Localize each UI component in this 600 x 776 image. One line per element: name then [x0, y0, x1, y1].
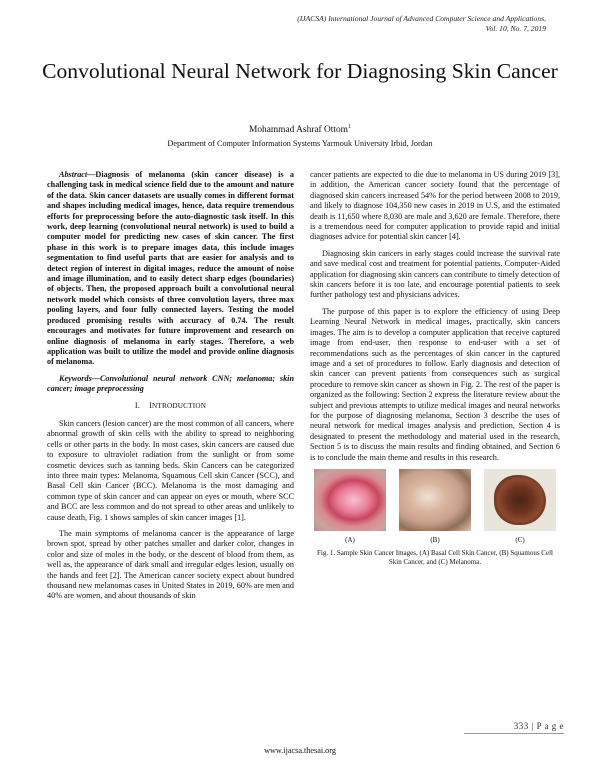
- journal-name: (IJACSA) International Journal of Advanced Computer Science and Applications,: [297, 14, 546, 23]
- journal-header: [126, 14, 546, 34]
- paper-title: Convolutional Neural Network for Diagnosing Skin Cancer: [42, 59, 558, 83]
- left-column: [47, 170, 294, 608]
- section-initial: I: [149, 400, 152, 410]
- paragraph: The main symptoms of melanoma cancer is the appearance of large brown spot, spread by other patches smaller and darker color, changes in color and size of moles in the body, or the descent of blood from them, as well as, the appearance of dark small and irregular edges lesion, usually on the hands and feet [2]. The American cancer society expect about hundred thousand new melanomas cases in United States in 2019, 60% are men and 40% are women, and about thousands of skin: [47, 529, 294, 601]
- mole-shape: [494, 475, 546, 525]
- paragraph: The purpose of this paper is to explore the efficiency of using Deep Learning Neural Network in medical images, practically, skin cancers images. The aim is to develop a computer application that receive captured image from end-user, then response to end-user with a set of recommendations such as the percentages of skin cancer in the captured image and a set of procedures to follow. Early diagnosis and detection of skin cancer can prevent patients from consequences such as surgical procedure to remove skin cancer as shown in Fig. 2. The rest of the paper is organized as the following: Section 2 express the literature review about the subject and previous attempts to utilize medical images and neural networks for the purpose of diagnosing melanoma, Section 3 describe the uses of neural network for medical images analysis and prediction, Section 4 is designated to present the methodology and material used in the research, Section 5 is to discuss the main results and finding obtained, and Section 6 is to conclude the main theme and results in this research.: [310, 306, 560, 462]
- basal-cell-image: [314, 469, 386, 531]
- right-column: [310, 170, 560, 567]
- journal-volume: Vol. 10, No. 7, 2019: [485, 24, 546, 33]
- section-numeral: I.: [134, 400, 141, 410]
- section-heading-introduction: [47, 401, 294, 411]
- figure-label-b: (B): [430, 535, 440, 544]
- author-sup: 1: [347, 124, 351, 130]
- figure-1: [310, 469, 560, 547]
- author-name: Mohammad Ashraf Ottom: [249, 125, 348, 136]
- page-number: 333 | P a g e: [513, 721, 564, 731]
- footer-url: www.ijacsa.thesai.org: [264, 746, 336, 755]
- section-title-rest: NTRODUCTION: [152, 401, 207, 410]
- melanoma-image: [484, 469, 556, 531]
- paragraph: Diagnosing skin cancers in early stages could increase the survival rate and save medical cost and treatment for potential patients. Computer-Aided application for diagnosing skin cancers can contribute to timely detection of skin cancers before it is too late, and encourage potential patients to seek further pathology test and physicians advices.: [310, 248, 560, 300]
- paragraph: cancer patients are expected to die due to melanoma in US during 2019 [3], in addition, the American cancer society found that the percentage of diagnosed skin cancers increased 54% for the period between 2008 to 2019, and likely to diagnose 104,350 new cases in 2019 in U.S, and the estimated death is 11,650 where 8,030 are male and 3,620 are female. Therefore, there is a tremendous need for computer application to provide rapid and initial diagnoses advice for potential skin cancer [4].: [310, 170, 560, 242]
- abstract: [47, 170, 294, 368]
- footer-divider: [464, 733, 564, 734]
- abstract-label: Abstract: [59, 170, 88, 179]
- affiliation: Department of Computer Information Systems Yarmouk University Irbid, Jordan: [167, 139, 433, 148]
- keywords: Keywords—Convolutional neural network CNN; melanoma; skin cancer; image preprocessing: [47, 373, 294, 394]
- squamous-cell-image: [399, 469, 471, 531]
- author: [0, 124, 600, 135]
- paragraph: Skin cancers (lesion cancer) are the most common of all cancers, where abnormal growth of skin cells with the ability to spread to neighboring cells or other parts in the body. In most cases, skin cancers are caused due to exposure to ultraviolet radiation from the sunlight or from some cosmetic devices such as tanning beds. Skin Cancers can be categorized into three main types: Melanoma, Squamous Cell skin Cancer (SCC), and Basal Cell skin Cancer (BCC). Melanoma is the most damaging and common type of skin cancer and can appear on eyes or mouth, where SCC and BCC are less common and do not spread to other areas and unlikely to cause death, Fig. 1 shows samples of skin cancer images [1].: [47, 418, 294, 522]
- figure-label-c: (C): [515, 535, 525, 544]
- figure-label-a: (A): [345, 535, 355, 544]
- figure-caption: Fig. 1. Sample Skin Cancer Images, (A) Basal Cell Skin Cancer, (B) Squamous Cell Skin Cancer, and (C) Melanoma.: [317, 548, 553, 566]
- abstract-text: —Diagnosis of melanoma (skin cancer disease) is a challenging task in medical science field due to the amount and nature of the data. Skin cancer datasets are usually comes in different format and shapes including medical images, hence, data require tremendous efforts for preprocessing before the auto-diagnostic task itself. In this work, deep learning (convolutional neural network) is used to build a computer model for predicting new cases of skin cancer. The first phase in this work is to prepare images data, this include images segmentation to find useful parts that are easier for analysis and to detect region of interest in digital images, reduce the amount of noise and image illumination, and to easily detect sharp edges (boundaries) of objects. Then, the proposed approach built a convolutional neural network model which consists of three convolution layers, three max pooling layers, and four fully connected layers. Testing the model produced promising results with accuracy of 0.74. The result encourages and motivates for future improvement and research on online diagnosis of melanoma in early stages. Therefore, a web application was built to utilize the model and provide online diagnosis of melanoma.: [47, 170, 294, 367]
